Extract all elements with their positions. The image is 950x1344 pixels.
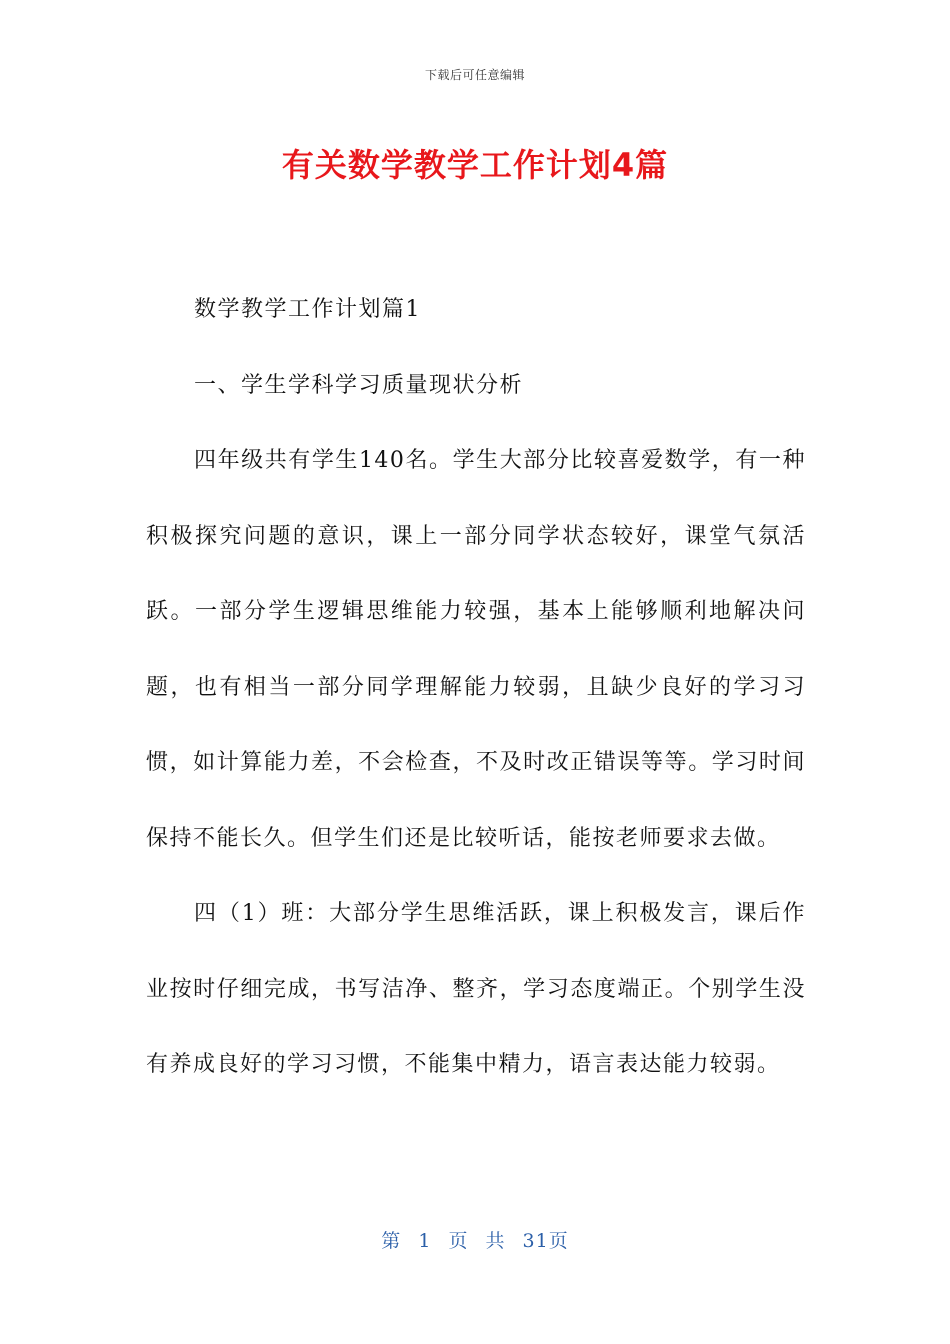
subheading: 一、学生学科学习质量现状分析 xyxy=(194,372,524,398)
header-note: 下载后可任意编辑 xyxy=(424,68,525,82)
section-heading: 数学教学工作计划篇1 xyxy=(194,297,421,322)
paragraph-class-one: 四（1）班：大部分学生思维活跃，课上积极发言，课后作业按时仔细完成，书写洁净、整齐，学习态度端正。个别学生没有养成良好的学习习惯，不能集中精力，语言表达能力较弱。 xyxy=(146,901,806,1077)
document-body xyxy=(146,272,806,1103)
document-title: 有关数学教学工作计划4篇 xyxy=(281,146,669,184)
page-number: 第 1 页 共 31页 xyxy=(381,1230,569,1252)
paragraph-analysis: 四年级共有学生140名。学生大部分比较喜爱数学，有一种积极探究问题的意识，课上一部分同学状态较好，课堂气氛活跃。一部分学生逻辑思维能力较强，基本上能够顺利地解决问题，也有相当一部分同学理解能力较弱，且缺少良好的学习习惯，如计算能力差，不会检查，不及时改正错误等等。学习时间保持不能长久。但学生们还是比较听话，能按老师要求去做。 xyxy=(146,448,806,851)
